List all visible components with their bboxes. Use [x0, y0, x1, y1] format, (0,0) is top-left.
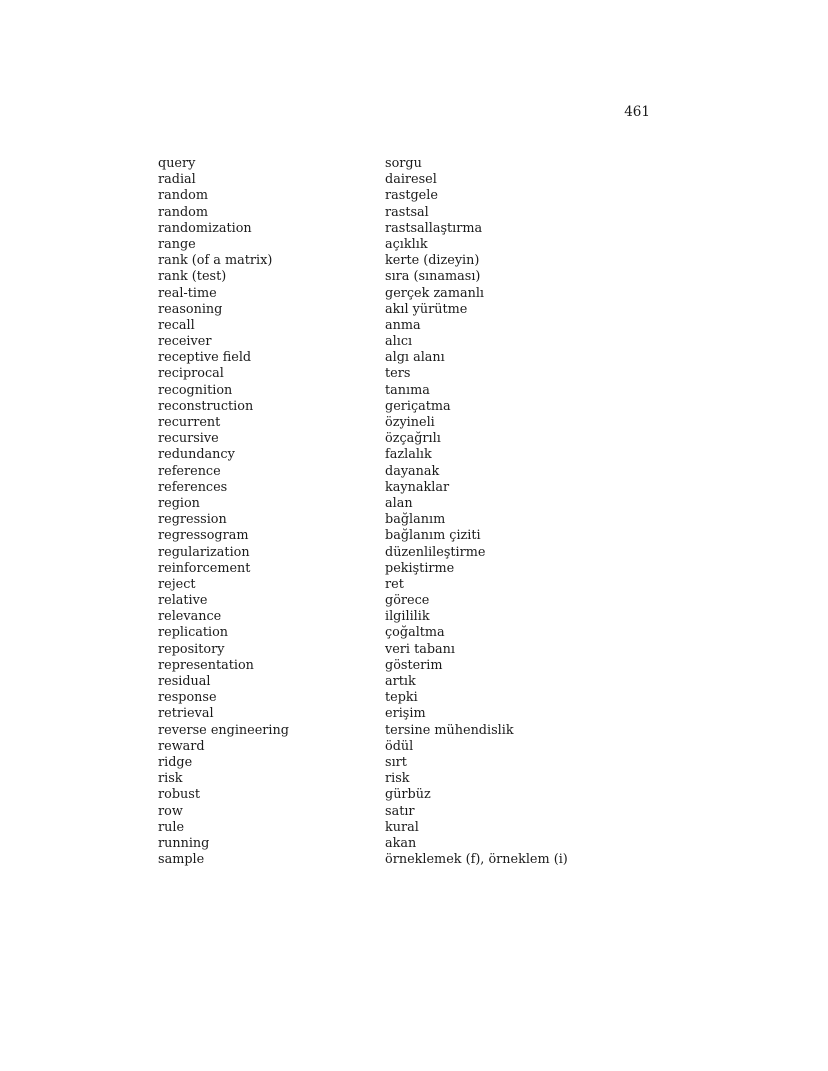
english-term: reconstruction [158, 398, 254, 414]
glossary-row [158, 804, 678, 820]
english-term: representation [158, 657, 254, 673]
english-term: retrieval [158, 706, 214, 722]
english-term: regressogram [158, 528, 249, 544]
turkish-term: ret [385, 576, 404, 592]
turkish-term: anma [385, 317, 421, 333]
english-term: query [158, 156, 196, 171]
english-term: running [158, 835, 210, 851]
glossary-row [158, 820, 678, 836]
english-term: replication [158, 625, 229, 641]
english-term: regularization [158, 544, 250, 560]
glossary-row [158, 366, 678, 382]
glossary-row [158, 156, 678, 172]
glossary-row [158, 528, 678, 544]
english-term: random [158, 204, 209, 220]
english-term: references [158, 479, 228, 495]
turkish-term: satır [385, 803, 415, 819]
glossary-row [158, 383, 678, 399]
glossary-row [158, 577, 678, 593]
turkish-term: bağlanım [385, 512, 446, 528]
glossary-row [158, 674, 678, 690]
english-term: recurrent [158, 415, 221, 430]
turkish-term: tanıma [385, 382, 430, 398]
glossary-row [158, 512, 678, 528]
glossary-row [158, 286, 678, 302]
glossary-row [158, 771, 678, 787]
english-term: repository [158, 641, 225, 657]
turkish-term: veri tabanı [385, 641, 456, 657]
glossary-row [158, 545, 678, 561]
glossary-row [158, 447, 678, 463]
turkish-term: rastsal [385, 204, 429, 220]
glossary-row [158, 399, 678, 415]
english-term: rank (of a matrix) [158, 253, 273, 269]
glossary-row [158, 172, 678, 188]
turkish-term: açıklık [385, 236, 428, 252]
glossary-row [158, 496, 678, 512]
glossary-row [158, 334, 678, 350]
glossary-row [158, 269, 678, 285]
glossary-row [158, 593, 678, 609]
turkish-term: sırt [385, 754, 407, 770]
glossary-row [158, 237, 678, 253]
turkish-term: gösterim [385, 657, 443, 673]
english-term: sample [158, 852, 205, 868]
turkish-term: pekiştirme [385, 560, 455, 576]
turkish-term: gerçek zamanlı [385, 285, 485, 301]
english-term: reference [158, 463, 221, 479]
glossary-row [158, 755, 678, 771]
turkish-term: görece [385, 593, 430, 609]
turkish-term: algı alanı [385, 350, 445, 366]
glossary-row [158, 658, 678, 674]
turkish-term: fazlalık [385, 447, 432, 463]
turkish-term: örneklemek (f), örneklem (i) [385, 852, 568, 868]
english-term: ridge [158, 754, 193, 770]
english-term: receptive field [158, 350, 252, 366]
glossary-row [158, 302, 678, 318]
glossary-row [158, 787, 678, 803]
glossary-row [158, 221, 678, 237]
english-term: relevance [158, 609, 222, 625]
glossary-row [158, 188, 678, 204]
turkish-term: tepki [385, 690, 418, 706]
english-term: reinforcement [158, 560, 251, 576]
turkish-term: bağlanım çiziti [385, 528, 481, 544]
english-term: reward [158, 738, 205, 754]
glossary-row [158, 431, 678, 447]
turkish-term: rastsallaştırma [385, 220, 483, 236]
english-term: row [158, 803, 183, 819]
turkish-term: akıl yürütme [385, 301, 468, 317]
glossary-row [158, 706, 678, 722]
page-number: 461 [624, 104, 650, 120]
turkish-term: alıcı [385, 334, 413, 350]
turkish-term: kural [385, 819, 419, 835]
glossary-row [158, 464, 678, 480]
turkish-term: dairesel [385, 172, 437, 188]
english-term: recognition [158, 382, 233, 398]
glossary-row [158, 318, 678, 334]
english-term: random [158, 188, 209, 204]
turkish-term: alan [385, 495, 413, 511]
turkish-term: ödül [385, 738, 414, 754]
english-term: receiver [158, 334, 212, 350]
turkish-term: erişim [385, 706, 426, 722]
glossary-table [158, 156, 678, 868]
glossary-row [158, 561, 678, 577]
turkish-term: kaynaklar [385, 479, 450, 495]
glossary-row [158, 852, 678, 868]
turkish-term: sıra (sınaması) [385, 269, 481, 285]
english-term: response [158, 690, 217, 706]
turkish-term: akan [385, 835, 417, 851]
glossary-row [158, 836, 678, 852]
turkish-term: kerte (dizeyin) [385, 253, 480, 269]
turkish-term: ilgililik [385, 609, 430, 625]
glossary-row [158, 415, 678, 431]
english-term: regression [158, 512, 227, 528]
english-term: rule [158, 819, 185, 835]
glossary-row [158, 739, 678, 755]
turkish-term: çoğaltma [385, 625, 445, 641]
english-term: recall [158, 317, 195, 333]
english-term: randomization [158, 220, 252, 236]
english-term: range [158, 236, 196, 252]
english-term: reject [158, 576, 196, 592]
english-term: reverse engineering [158, 722, 289, 738]
glossary-row [158, 609, 678, 625]
glossary-row [158, 723, 678, 739]
english-term: robust [158, 787, 200, 803]
english-term: recursive [158, 431, 219, 447]
turkish-term: rastgele [385, 188, 438, 204]
english-term: reasoning [158, 301, 223, 317]
glossary-row [158, 642, 678, 658]
english-term: reciprocal [158, 366, 224, 382]
english-term: relative [158, 593, 208, 609]
english-term: real-time [158, 285, 217, 301]
turkish-term: gürbüz [385, 787, 431, 803]
glossary-row [158, 480, 678, 496]
turkish-term: özçağrılı [385, 431, 441, 447]
turkish-term: artık [385, 674, 416, 689]
turkish-term: ters [385, 366, 411, 382]
turkish-term: özyineli [385, 415, 435, 430]
english-term: region [158, 495, 200, 511]
english-term: rank (test) [158, 269, 227, 285]
glossary-row [158, 205, 678, 221]
turkish-term: geriçatma [385, 398, 451, 414]
glossary-row [158, 253, 678, 269]
glossary-row [158, 690, 678, 706]
glossary-row [158, 625, 678, 641]
english-term: residual [158, 674, 211, 689]
english-term: risk [158, 771, 183, 787]
glossary-row [158, 350, 678, 366]
turkish-term: risk [385, 771, 410, 787]
turkish-term: düzenlileştirme [385, 544, 486, 560]
turkish-term: sorgu [385, 156, 422, 171]
english-term: redundancy [158, 447, 235, 463]
turkish-term: tersine mühendislik [385, 722, 514, 738]
turkish-term: dayanak [385, 463, 440, 479]
english-term: radial [158, 172, 196, 188]
